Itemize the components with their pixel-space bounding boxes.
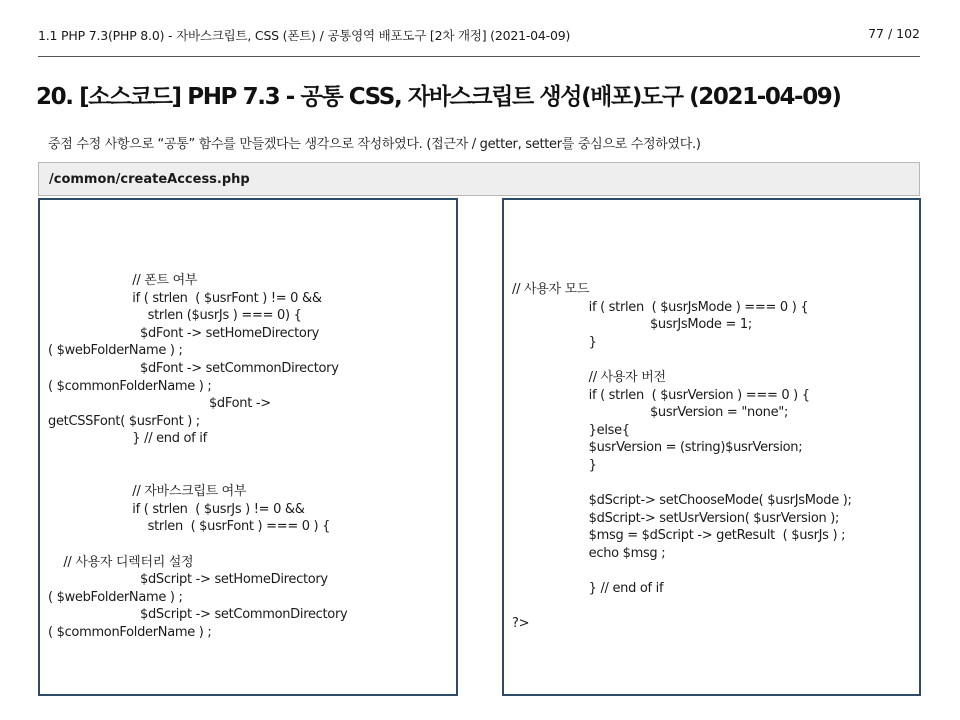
code-line: $usrVersion = "none"; [512,405,789,421]
code-line: if ( strlen ( $usrFont ) != 0 && [48,290,322,306]
code-line: // 사용자 모드 [512,282,590,297]
page-number: 77 / 102 [868,26,920,41]
code-line [512,475,852,493]
code-line: ( $webFolderName ) ; [48,589,183,605]
code-line: $dScript-> setUsrVersion( $usrVersion ); [512,510,840,526]
code-line: strlen ( $usrFont ) === 0 ) { [48,519,331,535]
file-path-label: /common/createAccess.php [49,172,250,187]
code-line: $usrJsMode = 1; [512,317,752,333]
code-block-right [512,281,852,633]
code-line: $dScript-> setChooseMode( $usrJsMode ); [512,493,852,509]
code-line: // 사용자 버전 [512,369,666,385]
code-line: // 사용자 디렉터리 설정 [48,554,194,570]
page-header-breadcrumb: 1.1 PHP 7.3(PHP 8.0) - 자바스크립트, CSS (폰트) / 공통영역 배포도구 [2차 개정] (2021-04-09) [38,28,571,43]
code-line: $msg = $dScript -> getResult ( $usrJs ) ; [512,528,846,544]
code-line: $dFont -> setHomeDirectory [48,325,320,341]
code-line: // 자바스크립트 여부 [48,484,247,500]
code-line: ( $commonFolderName ) ; [48,624,212,640]
code-line: } [512,457,597,473]
code-line: ?> [512,616,530,632]
code-line [48,466,347,484]
code-line: } // end of if [48,431,207,447]
code-line: // 폰트 여부 [48,273,198,288]
header-divider [38,56,920,57]
code-line: if ( strlen ( $usrJsMode ) === 0 ) { [512,299,809,315]
code-line: ( $commonFolderName ) ; [48,378,212,394]
code-line [512,351,852,369]
code-line: if ( strlen ( $usrJs ) != 0 && [48,501,305,517]
code-line: $usrVersion = (string)$usrVersion; [512,440,803,456]
code-line [512,598,852,616]
code-line: $dFont -> setCommonDirectory [48,360,339,376]
code-panel-right [502,198,921,696]
code-line: $dScript -> setCommonDirectory [48,607,348,623]
code-line: } [512,334,597,350]
code-block-left [48,272,347,641]
code-line [512,563,852,581]
code-panel-left [38,198,458,696]
code-line: if ( strlen ( $usrVersion ) === 0 ) { [512,387,810,403]
section-title: 20. [소스코드] PHP 7.3 - 공통 CSS, 자바스크립트 생성(배포)도구 (2021-04-09) [36,84,841,110]
code-line: ( $webFolderName ) ; [48,343,183,359]
code-line [48,448,347,466]
code-line: echo $msg ; [512,545,666,561]
code-line: $dScript -> setHomeDirectory [48,572,328,588]
code-line: $dFont -> [48,396,271,412]
code-line: strlen ($usrJs ) === 0) { [48,308,302,324]
code-line: } // end of if [512,581,664,597]
code-line: getCSSFont( $usrFont ) ; [48,413,200,429]
file-path-bar [38,162,920,196]
code-line [48,536,347,554]
code-line: }else{ [512,422,630,438]
intro-text: 중점 수정 사항으로 “공통” 함수를 만들겠다는 생각으로 작성하였다. (접근자 / getter, setter를 중심으로 수정하였다.) [48,137,701,152]
